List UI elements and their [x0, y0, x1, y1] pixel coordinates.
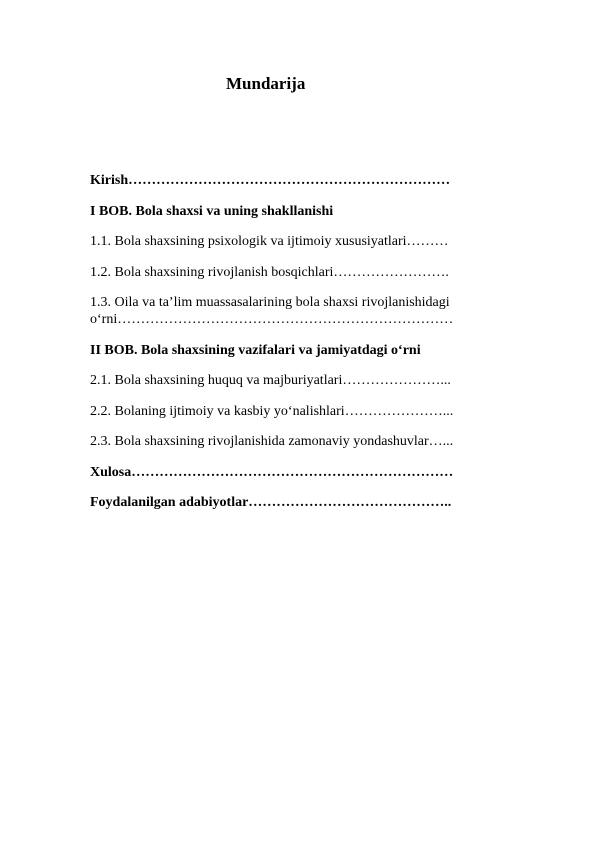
- toc-entry-section-2-1: 2.1. Bola shaxsining huquq va majburiyatlari…………………...: [90, 373, 451, 388]
- toc-entry-section-1-1: 1.1. Bola shaxsining psixologik va ijtimoiy xususiyatlari………: [90, 234, 449, 249]
- toc-entry-section-2-3: 2.3. Bola shaxsining rivojlanishida zamonaviy yondashuvlar…...: [90, 434, 454, 449]
- table-of-contents: [90, 172, 506, 511]
- toc-entry-chapter-2: II BOB. Bola shaxsining vazifalari va jamiyatdagi o‘rni: [90, 342, 421, 358]
- toc-entry-section-2-2: 2.2. Bolaning ijtimoiy va kasbiy yo‘nalishlari…………………...: [90, 403, 454, 419]
- toc-entry-chapter-1: I BOB. Bola shaxsi va uning shakllanishi: [90, 203, 334, 219]
- toc-entry-introduction: Kirish……………………………………………………………: [90, 173, 451, 188]
- toc-entry-section-1-3: 1.3. Oila va ta’lim muassasalarining bola shaxsi rivojlanishidagi o‘rni………………………………………………………………: [90, 295, 454, 327]
- toc-entry-conclusion: Xulosa……………………………………………………………: [90, 464, 454, 480]
- page-title: Mundarija: [226, 74, 306, 93]
- toc-entry-section-1-2: 1.2. Bola shaxsining rivojlanish bosqichlari…………………….: [90, 264, 449, 280]
- toc-entry-references: Foydalanilgan adabiyotlar……………………………………..: [90, 495, 452, 510]
